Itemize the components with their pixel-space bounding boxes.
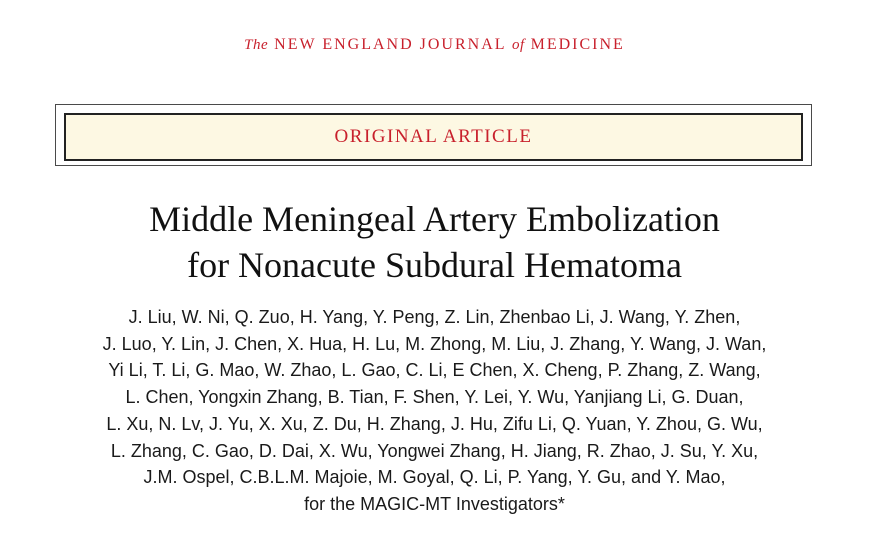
journal-name-part1: NEW ENGLAND JOURNAL <box>274 36 506 53</box>
author-line: L. Xu, N. Lv, J. Yu, X. Xu, Z. Du, H. Zhang, J. Hu, Zifu Li, Q. Yuan, Y. Zhou, G. Wu, <box>106 413 763 434</box>
journal-of: of <box>511 37 525 53</box>
author-line: L. Chen, Yongxin Zhang, B. Tian, F. Shen, Y. Lei, Y. Wu, Yanjiang Li, G. Duan, <box>125 387 744 408</box>
author-line: J. Liu, W. Ni, Q. Zuo, H. Yang, Y. Peng, Z. Lin, Zhenbao Li, J. Wang, Y. Zhen, <box>128 307 741 327</box>
investigators-line: for the MAGIC-MT Investigators* <box>304 493 565 514</box>
author-list <box>0 304 869 518</box>
journal-name-part2: MEDICINE <box>530 36 625 53</box>
section-label: ORIGINAL ARTICLE <box>334 126 533 147</box>
author-line: J.M. Ospel, C.B.L.M. Majoie, M. Goyal, Q. Li, P. Yang, Y. Gu, and Y. Mao, <box>143 467 726 488</box>
section-banner-inner <box>64 113 803 161</box>
title-line: for Nonacute Subdural Hematoma <box>187 245 682 285</box>
author-line: Yi Li, T. Li, G. Mao, W. Zhao, L. Gao, C. Li, E Chen, X. Cheng, P. Zhang, Z. Wang, <box>108 360 761 381</box>
title-line: Middle Meningeal Artery Embolization <box>149 199 720 239</box>
journal-the: The <box>244 37 269 53</box>
author-line: J. Luo, Y. Lin, J. Chen, X. Hua, H. Lu, M. Zhong, M. Liu, J. Zhang, Y. Wang, J. Wan, <box>102 333 767 354</box>
section-banner <box>55 104 812 166</box>
article-title <box>0 196 869 288</box>
journal-masthead <box>0 36 869 54</box>
author-line: L. Zhang, C. Gao, D. Dai, X. Wu, Yongwei Zhang, H. Jiang, R. Zhao, J. Su, Y. Xu, <box>110 440 759 461</box>
